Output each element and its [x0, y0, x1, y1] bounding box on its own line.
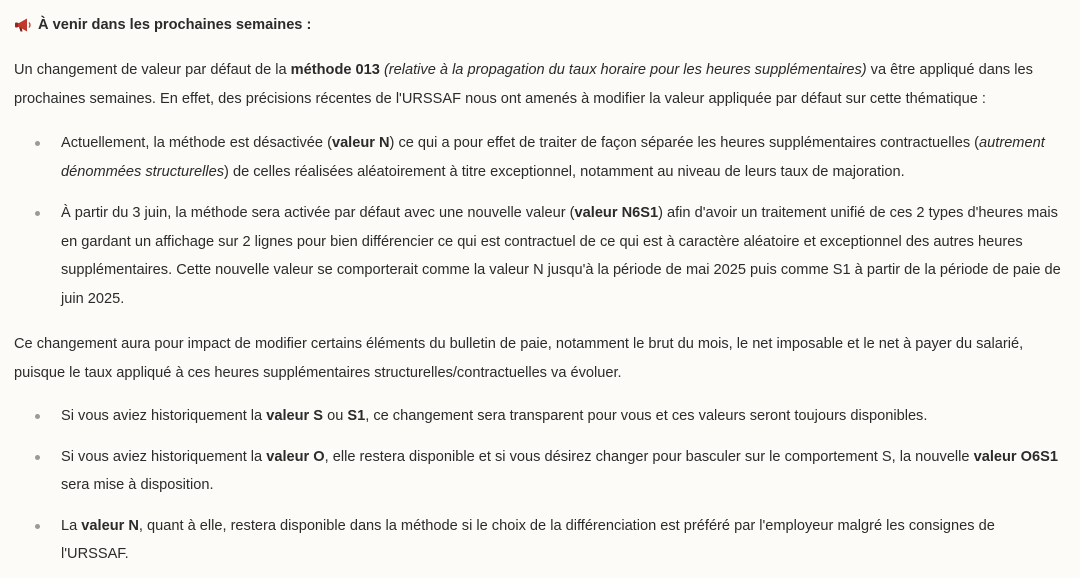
method-013: méthode 013 — [290, 62, 380, 78]
heading-text: À venir dans les prochaines semaines : — [38, 17, 312, 33]
bullet-dot — [35, 455, 40, 460]
bullet-dot — [35, 524, 40, 529]
bullet-dot — [35, 211, 40, 216]
method-013-description: (relative à la propagation du taux horaire pour les heures supplémentaires) — [383, 62, 867, 78]
intro-paragraph: Un changement de valeur par défaut de la méthode 013 (relative à la propagation du taux horaire pour les heures supplémentaires) va être appliqué dans les prochaines semaines. En effet, des précisions récentes de l'URSSAF nous ont amenés à modifier la valeur appliquée par défaut sur cette thématique : — [14, 62, 1033, 107]
list-item: À partir du 3 juin, la méthode sera activée par défaut avec une nouvelle valeur (valeur N6S1) afin d'avoir un traitement unifié de ces 2 types d'heures mais en gardant un affichage sur 2 lignes pour bien différencier ce qui est contractuel de ce qui est à caractère aléatoire et exceptionnel des autres heures supplémentaires. Cette nouvelle valeur se comporterait comme la valeur N jusqu'à la période de mai 2025 puis comme S1 à partir de la période de paie de juin 2025. — [14, 199, 1064, 313]
megaphone-icon — [14, 17, 33, 33]
announcement-heading — [14, 15, 311, 35]
impact-paragraph: Ce changement aura pour impact de modifier certains éléments du bulletin de paie, notamment le brut du mois, le net imposable et le net à payer du salarié, puisque le taux appliqué à ces heures supplémentaires structurelles/contractuelles va évoluer. — [14, 336, 1024, 381]
current-vs-new-list — [14, 129, 1064, 313]
list-item: Actuellement, la méthode est désactivée (valeur N) ce qui a pour effet de traiter de façon séparée les heures supplémentaires contractuelles (autrement dénommées structurelles) de celles réalisées aléatoirement à titre exceptionnel, notamment au niveau de leurs taux de majoration. — [14, 129, 1064, 186]
value-options-list — [14, 402, 1064, 569]
bullet-dot — [35, 141, 40, 146]
bullet-dot — [35, 414, 40, 419]
list-item: La valeur N, quant à elle, restera disponible dans la méthode si le choix de la différenciation est préféré par l'employeur malgré les consignes de l'URSSAF. — [14, 512, 1064, 569]
list-item: Si vous aviez historiquement la valeur S ou S1, ce changement sera transparent pour vous et ces valeurs seront toujours disponibles. — [14, 402, 1064, 431]
list-item: Si vous aviez historiquement la valeur O, elle restera disponible et si vous désirez changer pour basculer sur le comportement S, la nouvelle valeur O6S1 sera mise à disposition. — [14, 443, 1064, 500]
